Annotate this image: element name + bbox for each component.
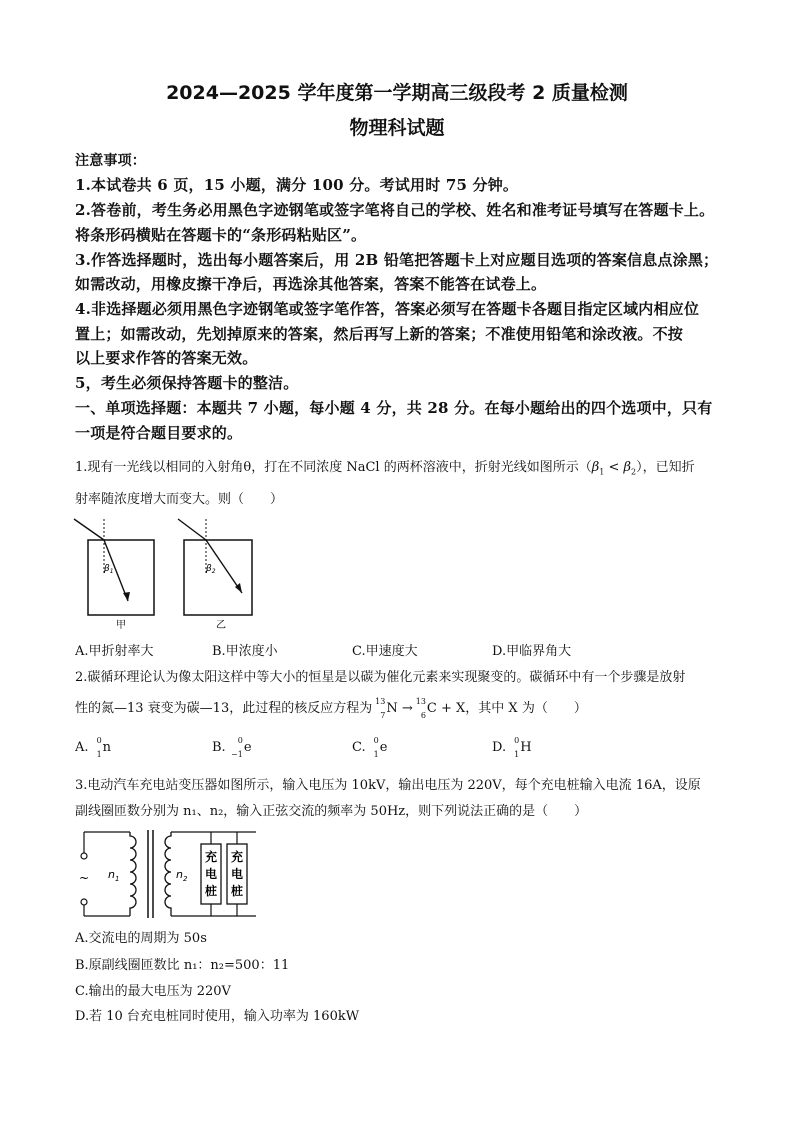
q1-option-a: A.甲折射率大 (75, 644, 154, 659)
q2-nitrogen-nuclide-indices: 13 7 (375, 696, 386, 720)
q2-carbon-nuclide-indices: 13 6 (415, 696, 426, 720)
yi-label: 乙 (216, 620, 226, 631)
page-subtitle: 物理科试题 (349, 117, 445, 139)
q3-option-a: A.交流电的周期为 50s (75, 931, 207, 946)
q2-plus-x: + X (441, 701, 466, 716)
notice-line-2: 2.答卷前，考生务必用黑色字迹钢笔或签字笔将自己的学校、姓名和准考证号填写在答题卡上。 (75, 201, 715, 219)
jia-container (88, 540, 154, 615)
q2-option-c: C. 0 1 e (352, 735, 388, 759)
section1-line-2: 一项是符合题目要求的。 (75, 424, 243, 442)
q2-arrow: → (401, 701, 413, 716)
jia-label: 甲 (116, 620, 126, 631)
q1-beta1-sub: 1 (599, 467, 605, 477)
notice-line-6: 4.非选择题必须用黑色字迹钢笔或签字笔作答，答案必须写在答题卡各题目指定区域内相应位 (75, 300, 700, 318)
q2-stem-line-1: 2.碳循环理论认为像太阳这样中等大小的恒星是以碳为催化元素来实现聚变的。碳循环中有一个步骤是放射 (75, 670, 686, 685)
yi-container (184, 540, 252, 615)
pile2-char-3: 桩 (231, 884, 244, 898)
q3-option-c: C.输出的最大电压为 220V (75, 984, 231, 999)
notice-line-5: 如需改动，用橡皮擦干净后，再选涂其他答案，答案不能答在试卷上。 (75, 275, 547, 293)
jia-incident-ray (74, 519, 104, 540)
q1-stem-text-b: ），已知折 (636, 460, 695, 475)
input-terminal-bottom (81, 899, 87, 905)
q2-stem-line-2 (75, 696, 587, 720)
q3-stem-line-1: 3.电动汽车充电站变压器如图所示，输入电压为 10kV，输出电压为 220V，每个充电桩输入电流 16A，设原 (75, 778, 701, 793)
q2-option-a: A. 0 1 n (75, 735, 112, 759)
q2-option-b: B. 0 −1 e (212, 735, 252, 759)
secondary-turns-label: $n_2$ (176, 868, 188, 883)
notice-line-4: 3.作答选择题时，选出每小题答案后，用 2B 铅笔把答题卡上对应题目选项的答案信息点涂黑； (75, 251, 719, 269)
notice-line-8: 以上要求作答的答案无效。 (75, 349, 258, 367)
secondary-coil (165, 832, 171, 916)
q1-figure-yi (168, 513, 268, 633)
page-title: 2024—2025 学年度第一学期高三级段考 2 质量检测 (166, 82, 628, 104)
q1-stem-text-a: 1.现有一光线以相同的入射角θ，打在不同浓度 NaCl 的两杯溶液中，折射光线如图所示（ (75, 460, 592, 475)
notice-heading: 注意事项： (75, 153, 146, 169)
pile1-char-2: 电 (205, 867, 218, 881)
pile2-char-2: 电 (231, 867, 244, 881)
q3-transformer-figure (72, 822, 262, 922)
q3-option-b: B.原副线圈匝数比 n₁：n₂=500：11 (75, 958, 290, 973)
jia-arrowhead (123, 592, 130, 601)
q2-carbon-symbol: C (426, 701, 437, 716)
ac-source-icon: ~ (79, 871, 90, 885)
primary-coil (130, 832, 136, 916)
q1-option-b: B.甲浓度小 (212, 644, 278, 659)
notice-line-3: 将条形码横贴在答题卡的“条形码粘贴区”。 (75, 226, 367, 244)
q1-beta1: β (591, 460, 600, 475)
q1-option-c: C.甲速度大 (352, 644, 418, 659)
jia-beta-label: $\beta_1$ (104, 564, 114, 575)
pile2-char-1: 充 (231, 850, 244, 864)
q1-stem-line-1 (75, 456, 695, 477)
q1-option-d: D.甲临界角大 (492, 644, 572, 659)
section1-line-1: 一、单项选择题：本题共 7 小题，每小题 4 分，共 28 分。在每小题给出的四个选项中，只有 (75, 399, 713, 417)
q2-option-d: D. 0 1 H (492, 735, 532, 759)
q1-beta2: β (623, 460, 632, 475)
q1-lt: < (604, 460, 624, 475)
yi-incident-ray (178, 519, 206, 540)
q2-nitrogen-symbol: N (386, 701, 398, 716)
q3-stem-line-2: 副线圈匝数分别为 n₁、n₂，输入正弦交流的频率为 50Hz，则下列说法正确的是（ ） (75, 804, 588, 819)
q1-beta2-sub: 2 (631, 467, 637, 477)
primary-turns-label: $n_1$ (108, 868, 120, 883)
yi-beta-label: $\beta_2$ (206, 564, 216, 575)
pile1-char-1: 充 (205, 850, 218, 864)
notice-line-9: 5，考生必须保持答题卡的整洁。 (75, 374, 299, 392)
q3-option-d: D.若 10 台充电桩同时使用，输入功率为 160kW (75, 1009, 360, 1024)
q1-stem-line-2: 射率随浓度增大而变大。则（ ） (75, 492, 284, 507)
input-terminal-top (81, 853, 87, 859)
q2-stem-text-b: ，其中 X 为（ ） (465, 701, 587, 716)
q1-figure-jia (70, 513, 170, 633)
q2-stem-text-a: 性的氮—13 衰变为碳—13，此过程的核反应方程为 (75, 701, 373, 716)
pile1-char-3: 桩 (205, 884, 218, 898)
notice-line-7: 置上；如需改动，先划掉原来的答案，然后再写上新的答案；不准使用铅笔和涂改液。不按 (75, 325, 684, 343)
notice-line-1: 1.本试卷共 6 页，15 小题，满分 100 分。考试用时 75 分钟。 (75, 176, 519, 194)
